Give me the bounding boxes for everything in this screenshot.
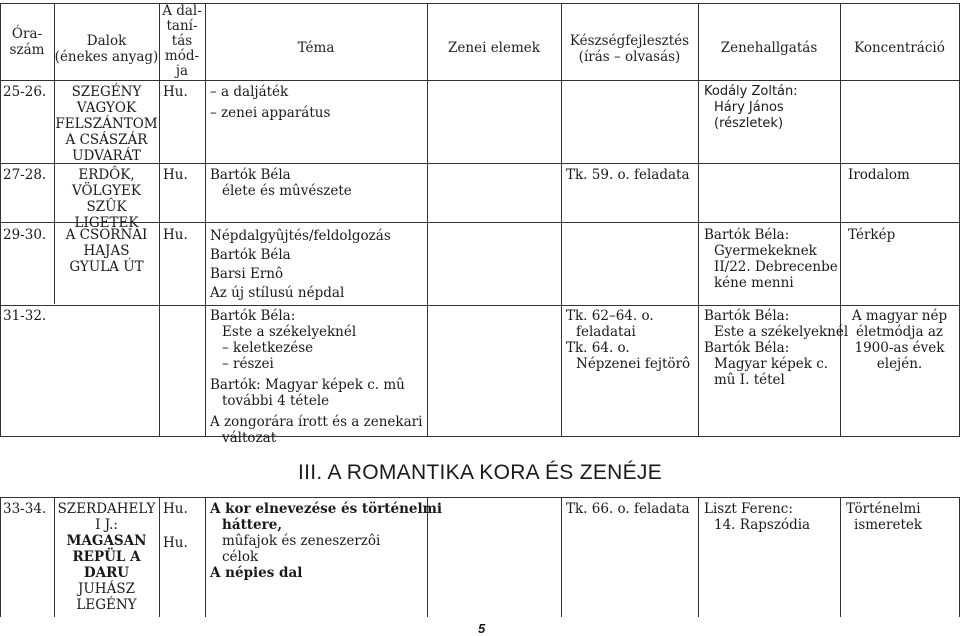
tema-line: háttere, [222, 517, 283, 533]
header-modja-line: A dal- [162, 3, 202, 19]
header-modja-line: tás [171, 33, 193, 49]
tema-line: – a daljáték [210, 84, 289, 100]
row-dalok [54, 227, 159, 275]
tema-line: A kor elnevezése és történelmi [210, 501, 443, 517]
zh-line: (részletek) [714, 116, 784, 131]
tema-line: A zongorára írott és a zenekari [210, 414, 423, 430]
zh-line: mû I. tétel [714, 372, 785, 388]
zh-line: 14. Rapszódia [714, 517, 811, 533]
header-dalok [54, 33, 159, 65]
song-title: LIGETEK [74, 215, 139, 231]
konc-line: A magyar nép [851, 308, 948, 324]
header-tema: Téma [297, 40, 335, 56]
tema-line: Népdalgyûjtés/feldolgozás [210, 228, 391, 244]
konc-line: életmódja az [856, 324, 943, 340]
row-ora: 33-34. [3, 501, 47, 517]
konc-line: ismeretek [854, 517, 923, 533]
row-mod [163, 501, 188, 551]
tema-line: Este a székelyeknél [222, 324, 357, 340]
tema-line: mûfajok és zeneszerzôi [222, 533, 381, 549]
zh-line: Háry János [714, 100, 784, 115]
header-modja-line: taní- [166, 18, 198, 34]
zh-line: Magyar képek c. [714, 356, 829, 372]
song-title: A CSÁSZÁR [65, 132, 148, 148]
header-dalok-line: Dalok [86, 33, 127, 49]
song-title: I J.: [95, 517, 118, 533]
keszseg-line: Tk. 64. o. [566, 340, 630, 356]
header-dalok-line: (énekes anyag) [54, 49, 159, 65]
zh-line: II/22. Debrecenbe [714, 259, 838, 275]
row-tema [210, 501, 442, 581]
row-keszseg: Tk. 66. o. feladata [566, 501, 690, 517]
row-ora: 29-30. [3, 227, 47, 243]
song-title: REPÜL A [72, 549, 141, 565]
page-number: 5 [478, 621, 486, 636]
row-dalok [54, 501, 159, 613]
row-zenehallgatas [704, 501, 810, 533]
zh-line: Este a székelyeknél [714, 324, 849, 340]
tema-line: változat [222, 430, 277, 446]
zh-line: Bartók Béla: [704, 227, 790, 243]
tema-line: A népies dal [210, 565, 303, 581]
zh-line: Gyermekeknek [714, 243, 817, 259]
song-title: DARU [83, 565, 130, 581]
zh-line: kéne menni [714, 275, 794, 291]
header-koncentracio: Koncentráció [854, 40, 945, 56]
song-title: ERDÔK, [78, 167, 135, 183]
row-ora: 31-32. [3, 308, 47, 324]
header-zenei-elemek: Zenei elemek [448, 40, 540, 56]
tema-line: élete és mûvészete [222, 183, 352, 199]
row-mod: Hu. [163, 227, 188, 243]
song-title: A CSORNAI [65, 227, 148, 243]
konc-line: elején. [876, 356, 923, 372]
mod-line: Hu. [163, 501, 188, 517]
header-ora [0, 26, 54, 58]
row-ora: 27-28. [3, 167, 47, 183]
song-title: FELSZÁNTOM [55, 116, 158, 132]
row-keszseg [566, 308, 690, 372]
row-dalok [54, 84, 159, 164]
zh-line: Bartók Béla: [704, 308, 790, 324]
zh-line: Kodály Zoltán: [704, 84, 798, 99]
song-title: JUHÁSZ [78, 581, 135, 597]
row-zenehallgatas [704, 308, 848, 388]
tema-line: Bartók Béla: [210, 308, 296, 324]
tema-line: Barsi Ernô [210, 266, 284, 282]
row-tema [210, 308, 422, 446]
row-ora: 25-26. [3, 84, 47, 100]
keszseg-line: feladatai [576, 324, 636, 340]
row-zenehallgatas [704, 227, 838, 291]
row-dalok [54, 167, 159, 231]
tema-line: Az új stílusú népdal [210, 285, 345, 301]
song-title: VAGYOK [76, 100, 137, 116]
konc-line: 1900-as évek [854, 340, 945, 356]
tema-line: – zenei apparátus [210, 105, 331, 121]
header-keszsegfejlesztes [561, 33, 698, 65]
song-title: GYULA ÚT [69, 259, 144, 275]
tema-line: Bartók Béla [210, 247, 291, 263]
keszseg-line: Népzenei fejtörô [576, 356, 691, 372]
song-title: MAGASAN [66, 533, 147, 549]
row-zenehallgatas [704, 84, 798, 132]
row-koncentracio [846, 501, 922, 533]
tema-line: további 4 tétele [222, 393, 330, 409]
konc-line: Történelmi [846, 501, 921, 517]
row-koncentracio: Térkép [848, 227, 896, 243]
row-keszseg: Tk. 59. o. feladata [566, 167, 690, 183]
mod-line: Hu. [163, 535, 188, 551]
header-modja [159, 4, 205, 79]
song-title: UDVARÁT [72, 148, 141, 164]
header-ora-line: szám [9, 42, 45, 58]
song-title: VÖLGYEK [72, 183, 141, 199]
row-mod: Hu. [163, 167, 188, 183]
header-zenehallgatas: Zenehallgatás [720, 40, 818, 56]
tema-line: célok [222, 549, 259, 565]
row-mod: Hu. [163, 84, 188, 100]
song-title: SZERDAHELY [57, 501, 156, 517]
section-title: III. A ROMANTIKA KORA ÉS ZENÉJE [297, 461, 663, 484]
song-title: LEGÉNY [76, 597, 137, 613]
song-title: SZÛK [86, 199, 127, 215]
tema-line: Bartók Béla [210, 167, 291, 183]
tema-line: – keletkezése [222, 340, 314, 356]
row-tema [210, 227, 391, 303]
header-modja-line: mód- [164, 48, 200, 64]
row-tema [210, 84, 330, 121]
header-ora-line: Óra- [11, 26, 43, 42]
row-tema [210, 167, 352, 199]
header-keszseg-line: (írás – olvasás) [578, 49, 681, 65]
keszseg-line: Tk. 62–64. o. [566, 308, 654, 324]
header-modja-line: ja [175, 63, 189, 79]
zh-line: Liszt Ferenc: [704, 501, 793, 517]
song-title: SZEGÉNY [71, 84, 142, 100]
tema-line: – részei [222, 356, 274, 372]
song-title: HAJAS [83, 243, 130, 259]
row-koncentracio: Irodalom [848, 167, 910, 183]
zh-line: Bartók Béla: [704, 340, 790, 356]
row-koncentracio [840, 308, 959, 372]
tema-line: Bartók: Magyar képek c. mû [210, 377, 405, 393]
header-keszseg-line: Készségfejlesztés [569, 33, 690, 49]
